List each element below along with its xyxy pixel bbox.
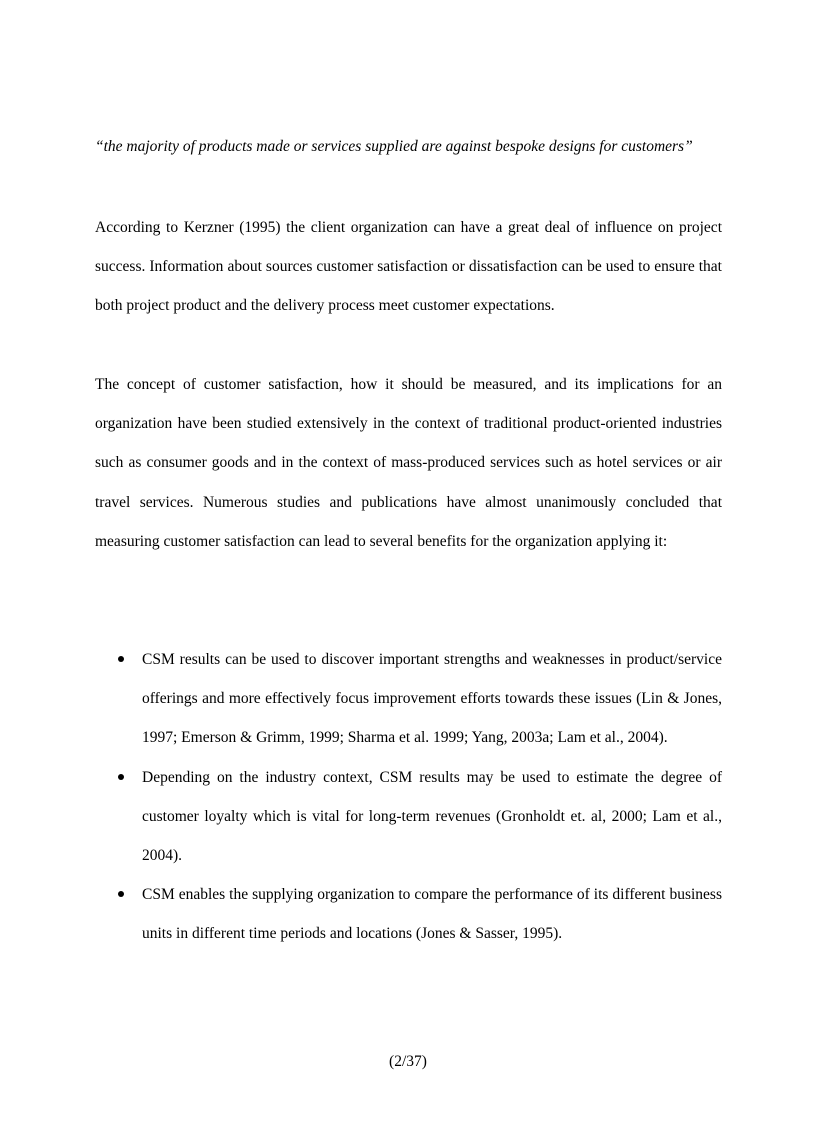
- list-item-text: CSM enables the supplying organization to compare the performance of its different business units in different time periods and locations (Jones & Sasser, 1995).: [142, 886, 722, 943]
- list-item-text: Depending on the industry context, CSM results may be used to estimate the degree of customer loyalty which is vital for long-term revenues (Gronholdt et. al, 2000; Lam et al., 2004).: [142, 768, 722, 865]
- page-number: (2/37): [389, 1053, 427, 1070]
- bullet-icon: [118, 656, 124, 662]
- paragraph-customer-satisfaction: The concept of customer satisfaction, how it should be measured, and its implications for an organization have been studied extensively in the context of traditional product-oriented industries such as consumer goods and in the context of mass-produced services such as hotel services or air travel services. Numerous studies and publications have almost unanimously concluded that measuring customer satisfaction can lead to several benefits for the organization applying it:: [95, 376, 722, 550]
- paragraph-kerzner: According to Kerzner (1995) the client organization can have a great deal of influence on project success. Information about sources customer satisfaction or dissatisfaction can be used to ensure that both project product and the delivery process meet customer expectations.: [95, 219, 722, 315]
- list-item-text: CSM results can be used to discover important strengths and weaknesses in product/service offerings and more effectively focus improvement efforts towards these issues (Lin & Jones, 1997; Emerson & Grimm, 1999; Sharma et al. 1999; Yang, 2003a; Lam et al., 2004).: [142, 651, 722, 747]
- list-item: [95, 758, 722, 876]
- bullet-icon: [118, 891, 124, 897]
- list-item: [95, 875, 722, 953]
- bullet-icon: [118, 774, 124, 780]
- quote-text: “the majority of products made or services supplied are against bespoke designs for customers”: [95, 138, 693, 155]
- list-item: [95, 640, 722, 758]
- benefits-list: [95, 640, 722, 954]
